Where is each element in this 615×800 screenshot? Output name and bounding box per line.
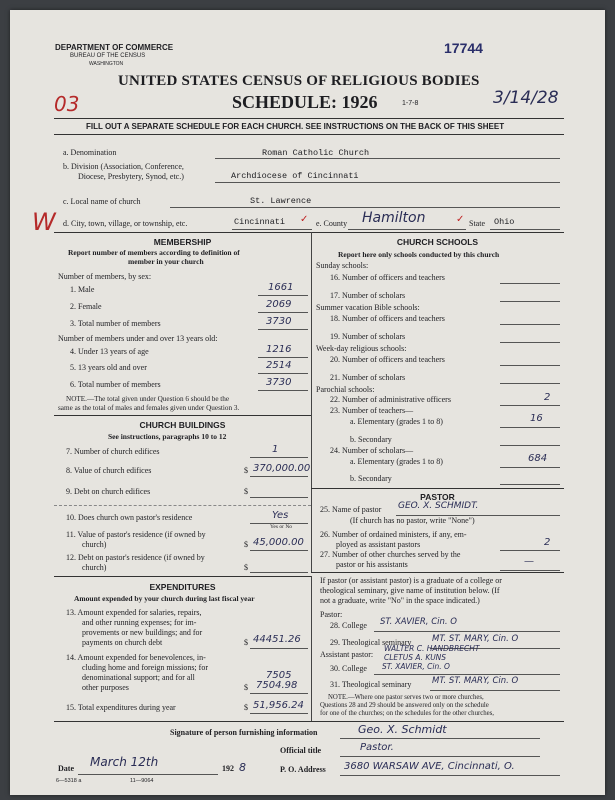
city-label: d. City, town, village, or township, etc. (63, 219, 188, 228)
year-value[interactable]: 8 (239, 761, 246, 774)
q25-hint: (If church has no pastor, write "None") (350, 516, 475, 525)
q22-value[interactable]: 2 (544, 392, 551, 403)
q14-label-3: denominational support; and for all (82, 673, 195, 682)
q14-value-draft: 7505 (266, 670, 292, 681)
q6-value[interactable]: 3730 (266, 377, 292, 388)
q2-value[interactable]: 2069 (266, 299, 292, 310)
q20-label: 20. Number of officers and teachers (330, 355, 445, 364)
q13-label-3: provements or new buildings; and for (82, 628, 203, 637)
by-sex-label: Number of members, by sex: (58, 272, 152, 281)
q26-value[interactable]: 2 (544, 537, 551, 548)
date-value[interactable]: March 12th (90, 755, 159, 769)
q25-value[interactable]: GEO. X. SCHMIDT. (398, 501, 479, 511)
schools-sub: Report here only schools conducted by this church (338, 250, 500, 259)
address-value[interactable]: 3680 WARSAW AVE, Cincinnati, O. (344, 761, 515, 772)
q30-value[interactable]: ST. XAVIER, Cin. O (382, 662, 450, 671)
q15-value[interactable]: 51,956.24 (253, 700, 304, 711)
q8-value[interactable]: 370,000.00 (253, 463, 311, 474)
q6-label: 6. Total number of members (70, 380, 161, 389)
dollar-sign: $ (244, 563, 248, 572)
pastor-note-2: Questions 28 and 29 should be answered only on the schedule (320, 702, 489, 709)
expenditures-heading: EXPENDITURES (149, 582, 216, 592)
q14-label-4: other purposes (82, 683, 129, 692)
q14-value[interactable]: 7504.98 (256, 680, 298, 691)
q5-value[interactable]: 2514 (266, 360, 292, 371)
q11-label-2: church) (82, 540, 107, 549)
q13-label-2: and other running expenses; for im- (82, 618, 197, 627)
hand-date: 3/14/28 (493, 88, 559, 108)
official-title-value[interactable]: Pastor. (360, 742, 394, 753)
buildings-heading: CHURCH BUILDINGS (139, 420, 226, 430)
q23a-label: a. Elementary (grades 1 to 8) (350, 417, 443, 426)
q18-label: 18. Number of officers and teachers (330, 314, 445, 323)
graduate-note-3: not a graduate, write "No" in the space indicated.) (320, 596, 480, 605)
q14-label-1: 14. Amount expended for benevolences, in- (66, 653, 206, 662)
assistant-name-1[interactable]: WALTER C. HANDBRECHT (384, 644, 480, 653)
signature-label: Signature of person furnishing information (170, 728, 318, 737)
graduate-note-1: If pastor (or assistant pastor) is a graduate of a college or (320, 576, 502, 585)
date-label: Date (58, 764, 74, 773)
schedule-title: SCHEDULE: 1926 (232, 92, 378, 112)
expenditures-sub: Amount expended by your church during last fiscal year (74, 594, 255, 603)
dollar-sign: $ (244, 540, 248, 549)
q1-value[interactable]: 1661 (268, 282, 294, 293)
buildings-sub: See instructions, paragraphs 10 to 12 (108, 432, 227, 441)
q11-value[interactable]: 45,000.00 (253, 537, 304, 548)
q31-label: 31. Theological seminary (330, 680, 412, 689)
bureau-label: BUREAU OF THE CENSUS (70, 53, 146, 59)
q21-label: 21. Number of scholars (330, 373, 406, 382)
q5-label: 5. 13 years old and over (70, 363, 147, 372)
summer-label: Summer vacation Bible schools: (316, 303, 420, 312)
q30-label: 30. College (330, 664, 367, 673)
q2-label: 2. Female (70, 302, 102, 311)
q25-label: 25. Name of pastor (320, 505, 382, 514)
local-name-value[interactable]: St. Lawrence (250, 196, 312, 206)
q24-label: 24. Number of scholars— (330, 446, 414, 455)
check-mark-icon: ✓ (300, 214, 309, 225)
q24a-label: a. Elementary (grades 1 to 8) (350, 457, 443, 466)
county-value[interactable]: Hamilton (362, 210, 426, 226)
q9-label: 9. Debt on church edifices (66, 487, 151, 496)
schedule-code: 1-7-8 (402, 100, 419, 107)
q10-value[interactable]: Yes (272, 510, 289, 521)
signature-value[interactable]: Geo. X. Schmidt (358, 723, 447, 736)
serial-number: 17744 (444, 40, 483, 56)
local-name-label: c. Local name of church (63, 197, 141, 206)
q23a-value[interactable]: 16 (530, 413, 543, 424)
q3-label: 3. Total number of members (70, 319, 161, 328)
pastor-heading: PASTOR (420, 492, 455, 502)
division-label-1: b. Division (Association, Conference, (63, 162, 184, 171)
dollar-sign: $ (244, 638, 248, 647)
q19-label: 19. Number of scholars (330, 332, 406, 341)
state-label: State (469, 219, 485, 228)
q27-label-2: pastor or his assistants (336, 560, 408, 569)
form-number: 6—5318 a (56, 778, 82, 784)
age-heading: Number of members under and over 13 years old: (58, 334, 218, 343)
q28-value[interactable]: ST. XAVIER, Cin. O (380, 617, 457, 627)
sunday-label: Sunday schools: (316, 261, 369, 270)
q23b-label: b. Secondary (350, 435, 392, 444)
q7-label: 7. Number of church edifices (66, 447, 160, 456)
q23-label: 23. Number of teachers— (330, 406, 414, 415)
q27-label-1: 27. Number of other churches served by the (320, 550, 461, 559)
q8-label: 8. Value of church edifices (66, 466, 152, 475)
dollar-sign: $ (244, 466, 248, 475)
q28-label: 28. College (330, 621, 367, 630)
q24b-label: b. Secondary (350, 474, 392, 483)
q13-label-1: 13. Amount expended for salaries, repairs, (66, 608, 202, 617)
assistant-name-2[interactable]: CLETUS A. KUNS (384, 653, 447, 662)
yes-no-hint: Yes or No (270, 524, 293, 530)
q3-value[interactable]: 3730 (266, 316, 292, 327)
denomination-label: a. Denomination (63, 148, 117, 157)
department-label: DEPARTMENT OF COMMERCE (55, 43, 174, 52)
print-number: 11—9064 (130, 778, 154, 784)
graduate-note-2: theological seminary, give name of institution below. (If (320, 586, 500, 595)
q13-label-4: payments on church debt (82, 638, 163, 647)
q4-label: 4. Under 13 years of age (70, 347, 149, 356)
q22-label: 22. Number of administrative officers (330, 395, 451, 404)
membership-intro-1: Report number of members according to definition of (68, 248, 240, 257)
official-title-label: Official title (280, 746, 322, 755)
city-label: WASHINGTON (89, 61, 124, 67)
division-value[interactable]: Archdiocese of Cincinnati (231, 171, 359, 181)
q29-label: 29. Theological seminary (330, 638, 412, 647)
q1-label: 1. Male (70, 285, 95, 294)
q27-value[interactable]: — (524, 556, 534, 567)
state-value[interactable]: Ohio (494, 217, 515, 227)
q16-label: 16. Number of officers and teachers (330, 273, 445, 282)
pastor-note-1: NOTE.—Where one pastor serves two or more churches, (328, 694, 484, 701)
q11-label-1: 11. Value of pastor's residence (if owned by (66, 530, 206, 539)
instruction-banner: FILL OUT A SEPARATE SCHEDULE FOR EACH CHURCH. SEE INSTRUCTIONS ON THE BACK OF THIS SHEET (86, 122, 505, 131)
form-title: UNITED STATES CENSUS OF RELIGIOUS BODIES (118, 73, 480, 89)
assistant-label: Assistant pastor: (320, 650, 374, 659)
address-label: P. O. Address (280, 765, 326, 774)
q17-label: 17. Number of scholars (330, 291, 406, 300)
q31-value[interactable]: MT. ST. MARY, Cin. O (432, 676, 519, 686)
dollar-sign: $ (244, 703, 248, 712)
membership-intro-2: member in your church (128, 257, 204, 266)
city-value[interactable]: Cincinnati (234, 217, 286, 227)
parochial-label: Parochial schools: (316, 385, 375, 394)
q26-label-1: 26. Number of ordained ministers, if any, em- (320, 530, 467, 539)
weekday-label: Week-day religious schools: (316, 344, 407, 353)
census-schedule-page (10, 10, 605, 795)
q14-label-2: cluding home and foreign missions; for (82, 663, 208, 672)
membership-heading: MEMBERSHIP (153, 237, 212, 247)
q7-value[interactable]: 1 (272, 444, 279, 455)
q4-value[interactable]: 1216 (266, 344, 292, 355)
q13-value[interactable]: 44451.26 (253, 634, 301, 645)
dollar-sign: $ (244, 487, 248, 496)
q24a-value[interactable]: 684 (528, 453, 548, 464)
hand-number: 03 (54, 92, 80, 116)
q15-label: 15. Total expenditures during year (66, 703, 176, 712)
division-label-2: Diocese, Presbytery, Synod, etc.) (78, 172, 184, 181)
dollar-sign: $ (244, 683, 248, 692)
county-label: e. County (316, 219, 348, 228)
q12-label-1: 12. Debt on pastor's residence (if owned by (66, 553, 205, 562)
check-mark-icon: ✓ (456, 214, 465, 225)
membership-note-2: same as the total of males and females given under Question 3. (58, 404, 240, 412)
q10-label: 10. Does church own pastor's residence (66, 513, 193, 522)
denomination-value[interactable]: Roman Catholic Church (262, 148, 370, 158)
pastor-sub-label: Pastor: (320, 610, 343, 619)
pastor-note-3: for one of the churches; on the schedules for the other churches, (320, 710, 495, 717)
q29-value[interactable]: MT. ST. MARY, Cin. O (432, 634, 519, 644)
membership-note-1: NOTE.—The total given under Question 6 should be the (66, 395, 230, 403)
q26-label-2: ployed as assistant pastors (336, 540, 421, 549)
margin-mark: W (32, 208, 56, 236)
schools-heading: CHURCH SCHOOLS (396, 237, 479, 247)
q12-label-2: church) (82, 563, 107, 572)
year-prefix: 192 (222, 764, 234, 773)
